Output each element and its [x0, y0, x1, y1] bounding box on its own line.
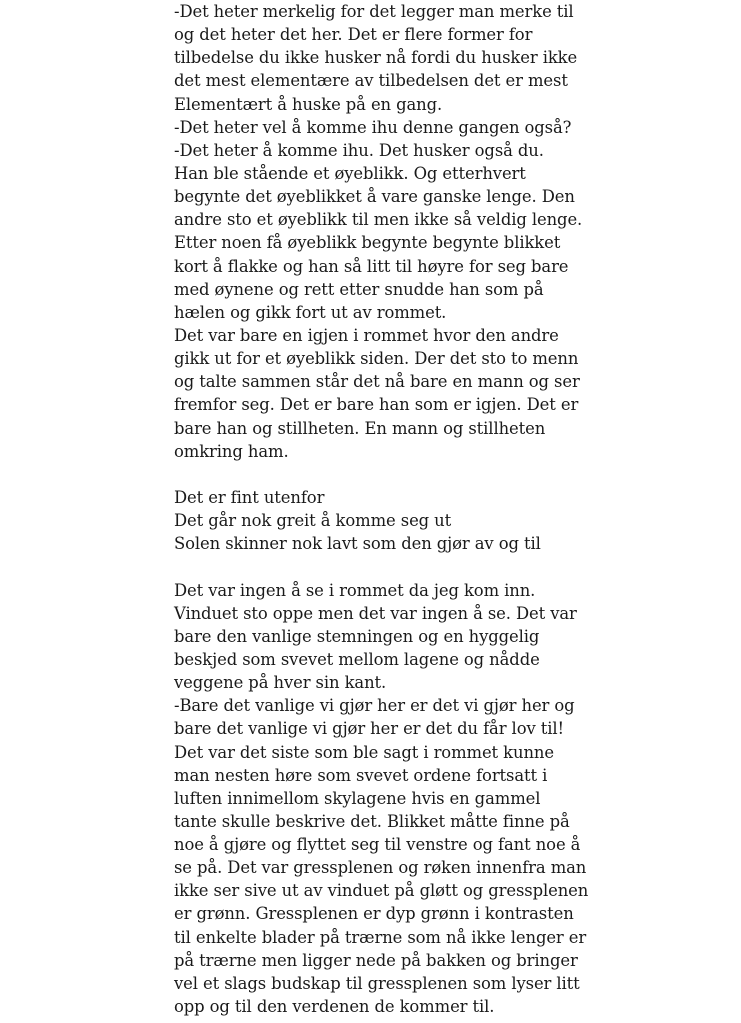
text-line: veggene på hver sin kant. — [174, 673, 387, 693]
poem-line: Det går nok greit å komme seg ut — [174, 511, 452, 531]
blank-line — [174, 463, 574, 486]
text-line: og talte sammen står det nå bare en mann og ser — [174, 372, 580, 392]
text-line: Han ble stående et øyeblikk. Og etterhvert — [174, 163, 526, 183]
text-line: -Bare det vanlige vi gjør her er det vi gjør her og — [174, 696, 575, 716]
poem-line: Solen skinner nok lavt som den gjør av og til — [174, 534, 541, 554]
text-line: opp og til den verdenen de kommer til. — [174, 997, 495, 1017]
text-line: bare han og stillheten. En mann og stillheten — [174, 418, 546, 438]
text-line: og det heter det her. Det er flere former for — [174, 25, 533, 45]
text-line: beskjed som svevet mellom lagene og nådde — [174, 649, 540, 669]
text-line: ikke ser sive ut av vinduet på gløtt og gressplenen — [174, 881, 589, 901]
document-text — [174, 0, 589, 1018]
text-line: -Det heter å komme ihu. Det husker også du. — [174, 140, 544, 160]
poem-line: Det er fint utenfor — [174, 487, 325, 507]
text-line: Det var ingen å se i rommet da jeg kom inn. — [174, 580, 536, 600]
text-line: til enkelte blader på trærne som nå ikke lenger er — [174, 927, 587, 947]
blank-line — [174, 555, 574, 578]
text-line: se på. Det var gressplenen og røken innenfra man — [174, 858, 587, 878]
text-line: er grønn. Gressplenen er dyp grønn i kontrasten — [174, 904, 574, 924]
text-line: man nesten høre som svevet ordene fortsatt i — [174, 765, 548, 785]
text-line: med øynene og rett etter snudde han som på — [174, 279, 544, 299]
text-line: begynte det øyeblikket å vare ganske lenge. Den — [174, 187, 575, 207]
text-line: andre sto et øyeblikk til men ikke så veldig lenge. — [174, 210, 583, 230]
text-line: kort å flakke og han så litt til høyre for seg bare — [174, 256, 569, 276]
text-line: fremfor seg. Det er bare han som er igjen. Det er — [174, 395, 579, 415]
text-line: hælen og gikk fort ut av rommet. — [174, 302, 447, 322]
text-line: luften innimellom skylagene hvis en gammel — [174, 788, 541, 808]
text-line: gikk ut for et øyeblikk siden. Der det sto to menn — [174, 349, 579, 369]
text-line: tilbedelse du ikke husker nå fordi du husker ikke — [174, 48, 578, 68]
text-line: Det var det siste som ble sagt i rommet kunne — [174, 742, 554, 762]
text-line: noe å gjøre og flyttet seg til venstre og fant noe å — [174, 835, 581, 855]
text-line: det mest elementære av tilbedelsen det er mest — [174, 71, 568, 91]
text-line: tante skulle beskrive det. Blikket måtte finne på — [174, 811, 570, 831]
text-line: Det var bare en igjen i rommet hvor den andre — [174, 325, 559, 345]
text-line: bare den vanlige stemningen og en hyggelig — [174, 626, 540, 646]
text-line: Etter noen få øyeblikk begynte begynte blikket — [174, 233, 561, 253]
text-line: -Det heter merkelig for det legger man merke til — [174, 2, 574, 21]
text-line: -Det heter vel å komme ihu denne gangen også? — [174, 117, 572, 137]
text-line: vel et slags budskap til gressplenen som lyser litt — [174, 973, 580, 993]
text-line: på trærne men ligger nede på bakken og bringer — [174, 950, 578, 970]
text-line: Vinduet sto oppe men det var ingen å se. Det var — [174, 603, 577, 623]
text-line: Elementært å huske på en gang. — [174, 94, 443, 114]
text-line: omkring ham. — [174, 441, 289, 461]
text-line: bare det vanlige vi gjør her er det du får lov til! — [174, 719, 564, 739]
